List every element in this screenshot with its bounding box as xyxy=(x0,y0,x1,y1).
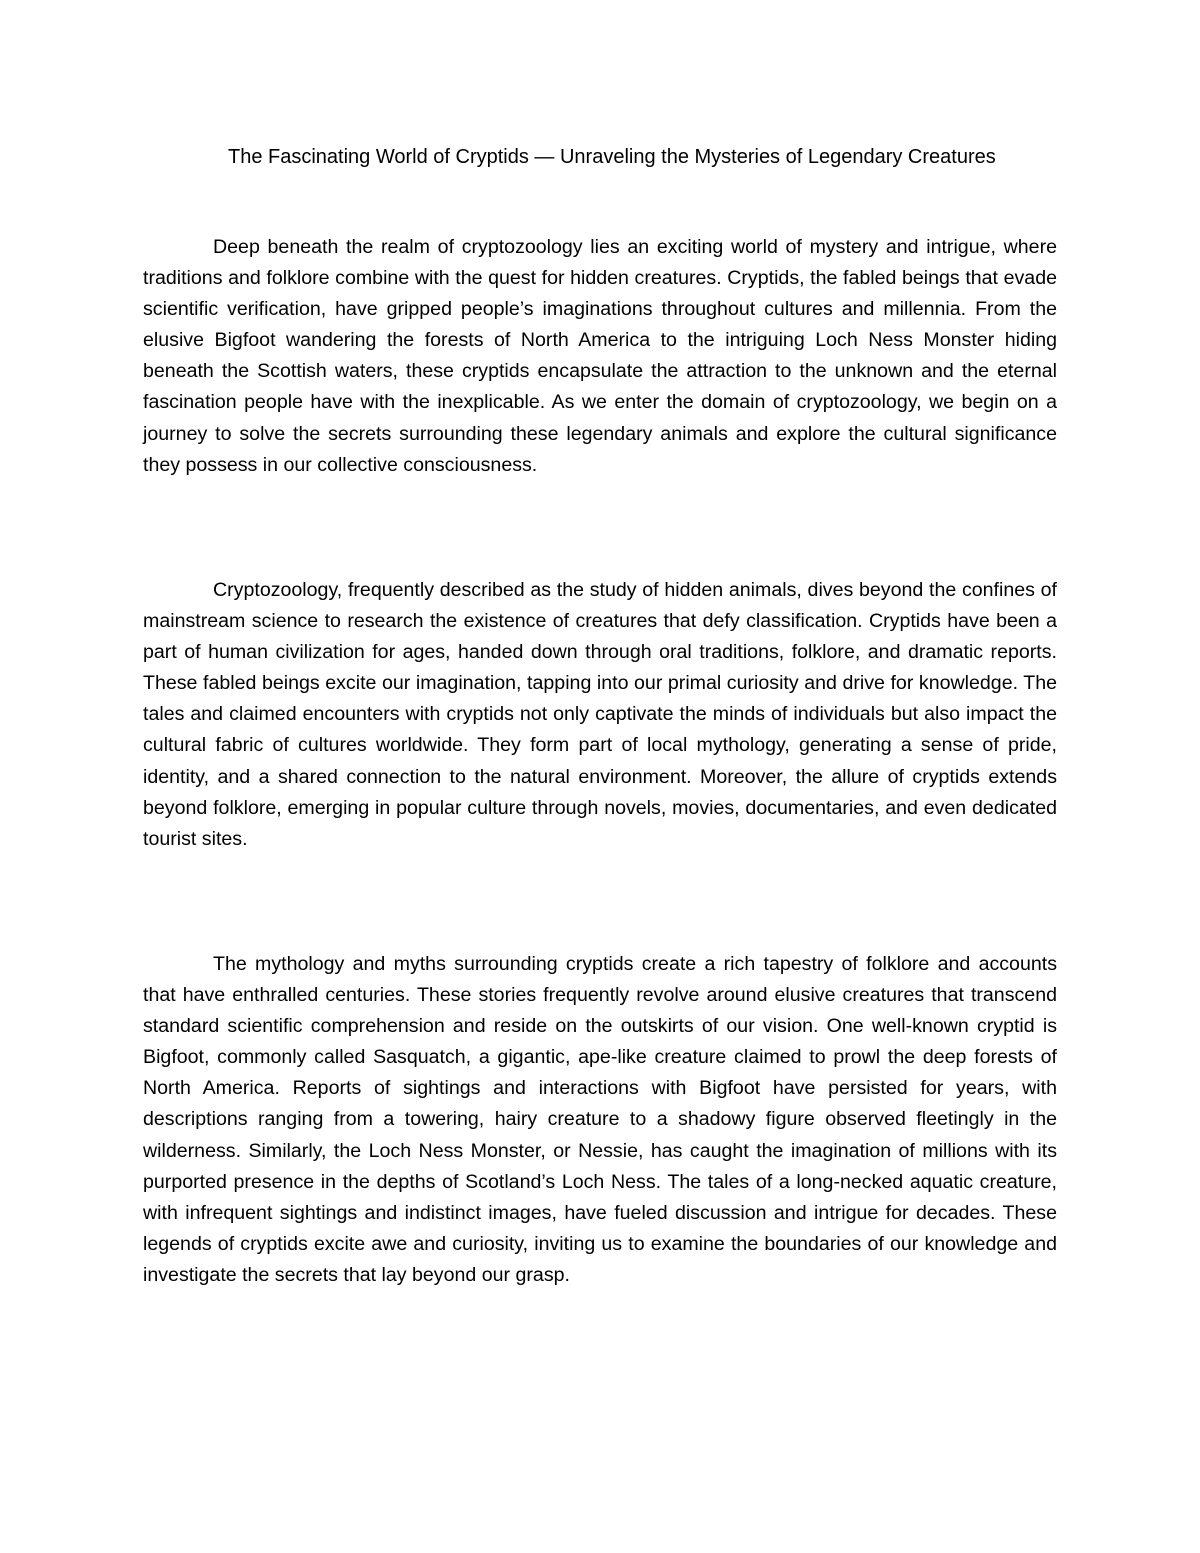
paragraph-mythology: The mythology and myths surrounding cryptids create a rich tapestry of folklore and accounts that have enthralled centuries. These stories frequently revolve around elusive creatures that transcend standard scientific comprehension and reside on the outskirts of our vision. One well-known cryptid is Bigfoot, commonly called Sasquatch, a gigantic, ape-like creature claimed to prowl the deep forests of North America. Reports of sightings and interactions with Bigfoot have persisted for years, with descriptions ranging from a towering, hairy creature to a shadowy figure observed fleetingly in the wilderness. Similarly, the Loch Ness Monster, or Nessie, has caught the imagination of millions with its purported presence in the depths of Scotland’s Loch Ness. The tales of a long-necked aquatic creature, with infrequent sightings and indistinct images, have fueled discussion and intrigue for decades. These legends of cryptids excite awe and curiosity, inviting us to examine the boundaries of our knowledge and investigate the secrets that lay beyond our grasp. xyxy=(143,953,1057,1286)
paragraph-introduction: Deep beneath the realm of cryptozoology lies an exciting world of mystery and intrigue, where traditions and folklore combine with the quest for hidden creatures. Cryptids, the fabled beings that evade scientific verification, have gripped people’s imaginations throughout cultures and millennia. From the elusive Bigfoot wandering the forests of North America to the intriguing Loch Ness Monster hiding beneath the Scottish waters, these cryptids encapsulate the attraction to the unknown and the eternal fascination people have with the inexplicable. As we enter the domain of cryptozoology, we begin on a journey to solve the secrets surrounding these legendary animals and explore the cultural significance they possess in our collective consciousness. xyxy=(143,236,1057,476)
document-title: The Fascinating World of Cryptids — Unraveling the Mysteries of Legendary Creatures xyxy=(228,146,996,168)
paragraph-cryptozoology: Cryptozoology, frequently described as the study of hidden animals, dives beyond the confines of mainstream science to research the existence of creatures that defy classification. Cryptids have been a part of human civilization for ages, handed down through oral traditions, folklore, and dramatic reports. These fabled beings excite our imagination, tapping into our primal curiosity and drive for knowledge. The tales and claimed encounters with cryptids not only captivate the minds of individuals but also impact the cultural fabric of cultures worldwide. They form part of local mythology, generating a sense of pride, identity, and a shared connection to the natural environment. Moreover, the allure of cryptids extends beyond folklore, emerging in popular culture through novels, movies, documentaries, and even dedicated tourist sites. xyxy=(143,579,1057,850)
